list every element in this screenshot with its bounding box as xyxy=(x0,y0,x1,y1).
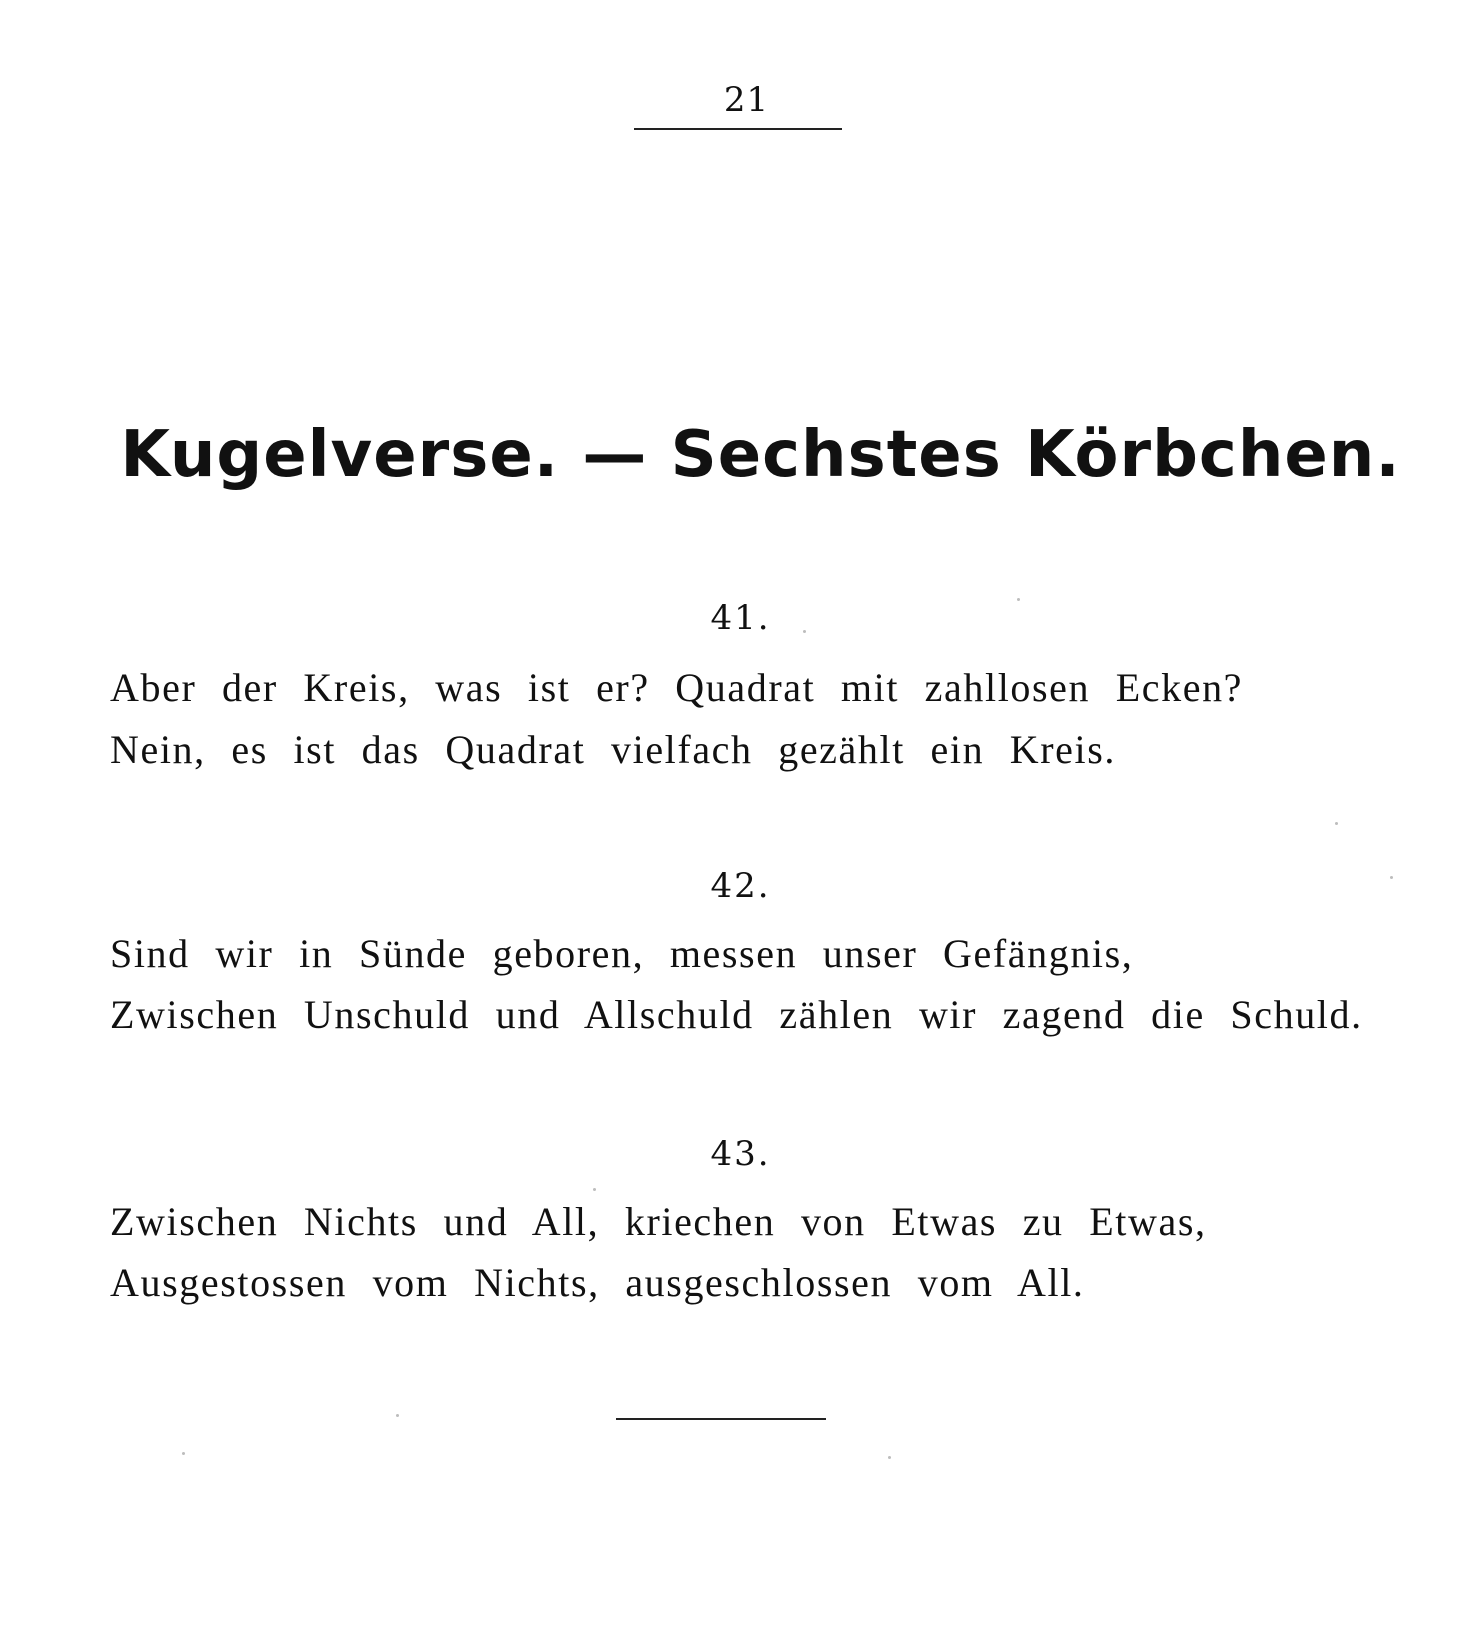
paper-speck xyxy=(593,1188,596,1191)
paper-speck xyxy=(182,1452,185,1455)
verse-line: Aber der Kreis, was ist er? Quadrat mit zahllosen Ecken? xyxy=(110,665,1244,710)
paper-speck xyxy=(1390,876,1393,879)
verse-number: 43. xyxy=(710,1134,771,1174)
paper-speck xyxy=(1017,598,1020,601)
chapter-title: Kugelverse. — Sechstes Körbchen. xyxy=(120,418,1401,492)
page-number: 21 xyxy=(723,80,770,120)
verse-line: Nein, es ist das Quadrat vielfach gezählt ein Kreis. xyxy=(110,727,1117,772)
footer-rule xyxy=(616,1418,826,1420)
paper-speck xyxy=(888,1456,891,1459)
paper-speck xyxy=(803,630,806,633)
verse-line: Sind wir in Sünde geboren, messen unser Gefängnis, xyxy=(110,931,1134,976)
verse-line: Ausgestossen vom Nichts, ausgeschlossen vom All. xyxy=(110,1260,1085,1305)
verse-number: 42. xyxy=(710,866,771,906)
header-rule xyxy=(634,128,842,130)
paper-speck xyxy=(396,1414,399,1417)
paper-speck xyxy=(1335,822,1338,825)
verse-line: Zwischen Nichts und All, kriechen von Etwas zu Etwas, xyxy=(110,1199,1207,1244)
verse-number: 41. xyxy=(710,598,771,638)
verse-line: Zwischen Unschuld und Allschuld zählen wir zagend die Schuld. xyxy=(110,992,1363,1037)
